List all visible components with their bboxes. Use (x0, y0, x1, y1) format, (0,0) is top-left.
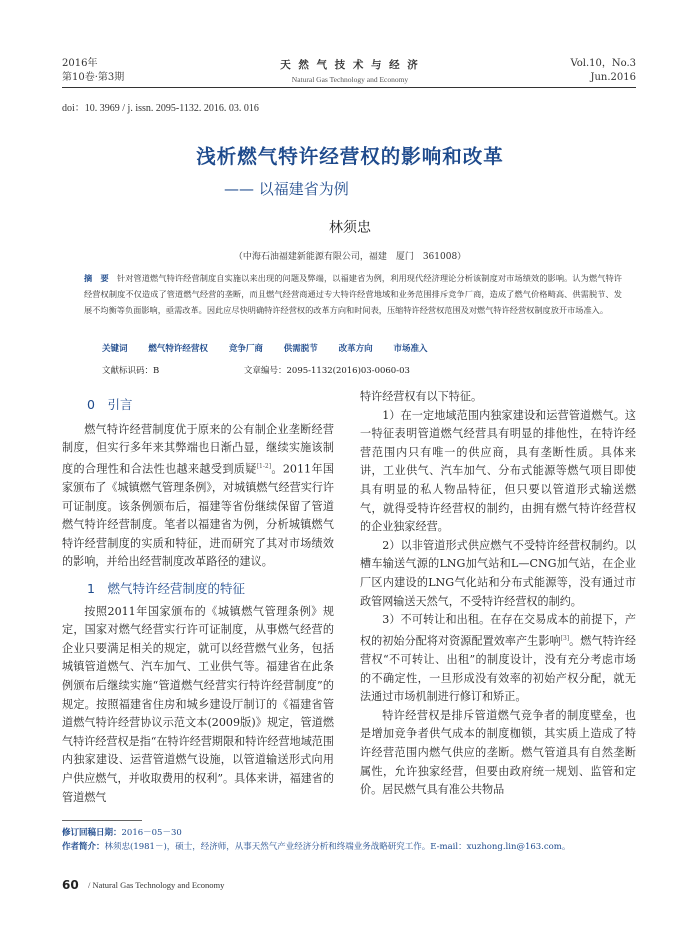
paragraph-feature-3: 3）不可转让和出租。在存在交易成本的前提下，产权的初始分配将对资源配置效率产生影响[3]。燃气特许经营权“不可转让、出租”的制度设计，没有充分考虑市场的不确定性，一旦形成没有效率的初始产权分配，就无法通过市场机制进行修订和矫正。 (360, 613, 636, 704)
header-year: 2016年 (62, 58, 98, 69)
keyword: 供需脱节 (283, 344, 318, 354)
header-right (570, 57, 636, 85)
keywords-label: 关键词 (102, 344, 128, 354)
affiliation: （中海石油福建新能源有限公司，福建 厦门 361008） (233, 252, 467, 262)
journal-title-en: Natural Gas Technology and Economy (291, 75, 409, 84)
footnote-rule (62, 820, 142, 821)
header-date: Jun.2016 (590, 72, 636, 83)
journal-title-cn: 天 然 气 技 术 与 经 济 (280, 59, 420, 71)
revised-date: 修订回稿日期：2016－05－30 (62, 828, 182, 838)
abstract-text: 针对管道燃气特许经营制度自实施以来出现的问题及弊端，以福建省为例，利用现代经济理论分析该制度对市场绩效的影响。认为燃气特许经营权制度不仅造成了管道燃气经营的垄断，而且燃气经营商通过专大特许经营地域和业务范围排斥竞争厂商，造成了燃气价格畸高、供需脱节、发展不均衡等负面影响，亟需改革。因此应尽快明确特许经营权的改革方向和时间表，压缩特许经营权范围及对燃气特许经营权制度放开市场准入。 (84, 273, 622, 315)
doc-code: 文献标识码：B (102, 366, 160, 376)
author-name: 林须忠 (329, 220, 371, 236)
right-column (360, 388, 636, 800)
section-0-title: 0 引言 (87, 397, 133, 412)
keyword: 改革方向 (338, 344, 373, 354)
article-subtitle: —— 以福建省为例 (224, 180, 349, 198)
footnote (62, 826, 640, 854)
footer-journal: / Natural Gas Technology and Economy (88, 880, 225, 890)
paragraph-section1: 按照2011年国家颁布的《城镇燃气管理条例》规定，国家对燃气经营实行许可证制度，从事燃气经营的企业只要满足相关的规定，就可以经营燃气业务，包括城镇管道燃气、汽车加气、工业供气等。福建省在此条例颁布后继续实施“管道燃气经营实行特许经营制度”的规定。按照福建省住房和城乡建设厅制订的《福建省管道燃气特许经营协议示范文本(2009版)》规定，管道燃气特许经营权是指“在特许经营期限和特许经营地域范围内独家建设、运营管道燃气设施，以管道输送形式向用户供应燃气，并收取费用的权利”。具体来讲，福建省的管道燃气 (62, 604, 334, 804)
article-title: 浅析燃气特许经营权的影响和改革 (196, 145, 504, 168)
abstract-label: 摘 要 (84, 273, 109, 283)
paragraph-intro: 燃气特许经营制度优于原来的公有制企业垄断经营制度，但实行多年来其弊端也日渐凸显，继续实施该制度的合理性和合法性也越来越受到质疑[1-2]。2011年国家颁布了《城镇燃气管理条例》，对城镇燃气经营实行许可证制度。该条例颁布后，福建等省份继续保留了管道燃气特许经营制度。笔者以福建省为例，分析城镇燃气特许经营制度的实质和特征，进而研究了其对市场绩效的影响，并给出经营制度改革路径的建议。 (62, 422, 334, 569)
paragraph-conclusion: 特许经营权是排斥管道燃气竞争者的制度壁垒，也是增加竞争者供气成本的制度枷锁，其实质上造成了特许经营范围内燃气供应的垄断。燃气管道具有自然垄断属性，允许独家经营，但要由政府统一规划、监管和定价。居民燃气具有准公共物品 (360, 708, 636, 797)
citation: [1-2] (256, 462, 272, 470)
keyword: 燃气特许经营权 (148, 344, 208, 354)
paragraph-feature-2: 2）以非管道形式供应燃气不受特许经营权制约。以槽车输送气源的LNG加气站和L—CNG加气站，在企业厂区内建设的LNG气化站和分布式能源等，没有通过市政管网输送天然气，不受特许经营权的制约。 (360, 538, 636, 608)
left-column (62, 396, 334, 807)
keywords (102, 342, 428, 354)
author-bio: 作者简介：林须忠(1981－)，硕士，经济师，从事天然气产业经济分析和终端业务战略研究工作。E-mail：xuzhong.lin@163.com。 (62, 842, 571, 852)
paragraph-feature-1: 1）在一定地域范围内独家建设和运营管道燃气。这一特征表明管道燃气经营具有明显的排他性，在特许经营范围内只有唯一的供应商，具有垄断性质。具体来讲，工业供气、汽车加气、分布式能源等燃气项目即使具有明显的私人物品特征，但只要以管道形式输送燃气，就得受特许经营权的制约，由拥有燃气特许经营权的企业独家经营。 (360, 408, 636, 534)
paragraph-continue: 特许经营权有以下特征。 (360, 390, 483, 403)
doi: doi：10. 3969 / j. issn. 2095-1132. 2016. 03. 016 (62, 103, 259, 114)
header-rule (62, 87, 636, 88)
section-1-title: 1 燃气特许经营制度的特征 (87, 581, 245, 597)
keyword: 竞争厂商 (228, 344, 263, 354)
article-number: 文章编号：2095-1132(2016)03-0060-03 (244, 366, 410, 376)
page-number: 60 (62, 878, 79, 892)
abstract (84, 270, 622, 318)
header-issue: 第10卷·第3期 (62, 72, 125, 83)
header-volume: Vol.10，No.3 (570, 58, 636, 69)
citation: [3] (560, 634, 570, 642)
keyword: 市场准入 (393, 344, 428, 354)
